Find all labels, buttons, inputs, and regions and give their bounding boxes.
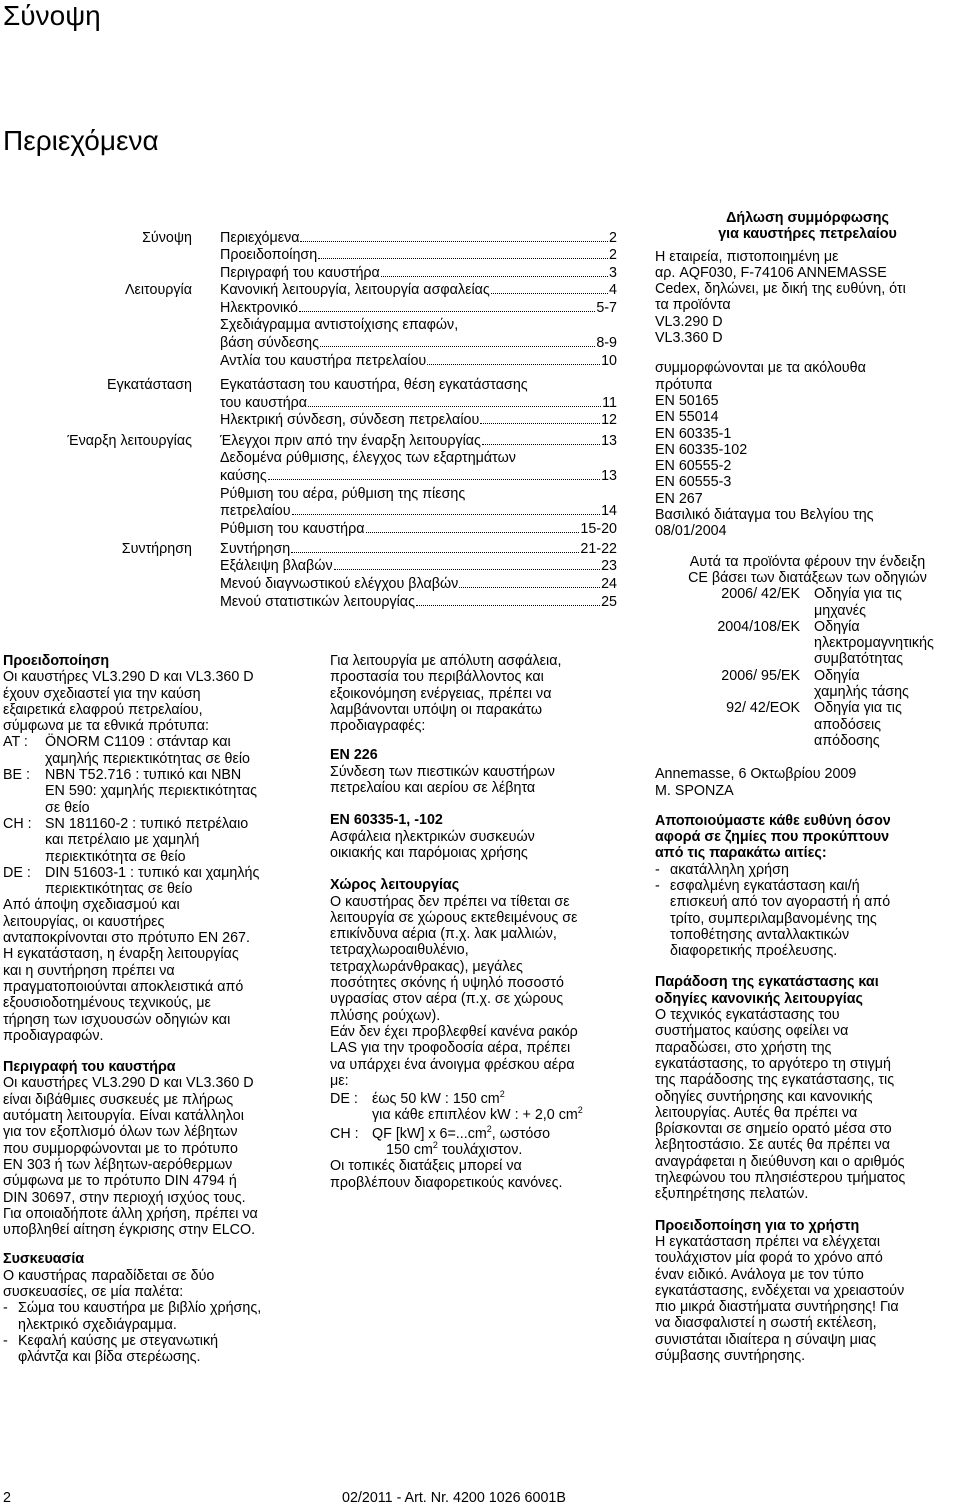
- toc-entry-text: Εξάλειψη βλαβών: [220, 558, 333, 574]
- list-text: [18, 1300, 308, 1333]
- toc-entry: [220, 335, 617, 351]
- toc-entry: [220, 521, 617, 537]
- text-line: λειτουργία σε χώρους εκτεθειμένους σε: [330, 909, 578, 926]
- de-requirement: [330, 1091, 630, 1124]
- text-line: αυτόματη λειτουργία. Είναι κατάλληλοι: [3, 1108, 244, 1125]
- text-line: DIN 51603-1 : τυπικό και χαμηλής: [45, 864, 260, 881]
- toc-leader: [268, 479, 600, 480]
- text-line: σύμφωνα με το πρότυπο DIN 4794 ή: [3, 1173, 237, 1190]
- toc-leader: [480, 423, 600, 424]
- text-line: μηχανές: [814, 602, 866, 619]
- text-line: παραδώσει, στο χρήστη της: [655, 1039, 832, 1056]
- norm-text: [45, 865, 308, 898]
- disclaimer-list: [655, 862, 960, 960]
- page-title: Σύνοψη: [3, 0, 101, 31]
- directive-row: [655, 700, 960, 749]
- toc-entry: [220, 412, 617, 428]
- declaration-heading: [655, 210, 960, 243]
- toc-entry-page: 8-9: [596, 335, 617, 351]
- text-line: DIN 30697, στην περιοχή ισχύος τους.: [3, 1189, 246, 1206]
- text-line: να διασφαλιστεί η σωστή εκτέλεση,: [655, 1315, 877, 1332]
- toc-entry-page: 24: [601, 576, 617, 592]
- text-line: NBN T52.716 : τυπικό και NBN: [45, 767, 242, 784]
- text-line: 08/01/2004: [655, 523, 727, 540]
- toc-entry-page: 13: [601, 433, 617, 449]
- text-line: της παράδοσης της εγκατάστασης, τις: [655, 1072, 895, 1089]
- text-line: επικίνδυνα αέρια (π.χ. λακ μαλλιών,: [330, 926, 557, 943]
- text-line: συμβατότητας: [814, 651, 903, 668]
- text-line: EN 590: χαμηλής περιεκτικότητας: [45, 783, 257, 800]
- text-line: Ο τεχνικός εγκατάστασης του: [655, 1007, 840, 1024]
- list-item: [655, 862, 960, 878]
- text-line: τουλάχιστον μία φορά το χρόνο από: [655, 1250, 883, 1267]
- text-line: Ασφάλεια ηλεκτρικών συσκευών: [330, 828, 535, 845]
- text-line: λεβητοστάσιο. Σε αυτές θα πρέπει να: [655, 1137, 891, 1154]
- text-line: συνιστάται ιδιαίτερα η σύναψη μιας: [655, 1331, 877, 1348]
- toc-section-label: Λειτουργία: [124, 282, 192, 298]
- toc-leader: [291, 552, 579, 553]
- ch-requirement: [330, 1123, 630, 1159]
- text-line: σε θείο: [45, 799, 90, 816]
- text-line: συσκευασίες, σε μία παλέτα:: [3, 1283, 184, 1300]
- list-text: [670, 878, 960, 959]
- text-line: από τις παρακάτω αιτίες:: [655, 845, 827, 862]
- toc-entry-text: Μενού στατιστικών λειτουργίας: [220, 594, 415, 610]
- toc-section-label: Εγκατάσταση: [107, 377, 192, 393]
- bullet-dash: -: [655, 877, 660, 894]
- text-line: Οδηγία: [814, 618, 860, 635]
- text-line: έναν ειδικό. Ανάλογα με τον τύπο: [655, 1266, 864, 1283]
- declaration-body: [655, 249, 960, 347]
- text-line: Ο καυστήρας παραδίδεται σε δύο: [3, 1267, 215, 1284]
- user-warning-body: [655, 1234, 960, 1364]
- text-line: Δήλωση συμμόρφωσης: [726, 210, 889, 226]
- norm-item: [3, 767, 308, 816]
- warning-heading: Προειδοποίηση: [3, 653, 110, 669]
- text-line: τα προϊόντα: [655, 297, 731, 314]
- ch-label: CH :: [330, 1125, 359, 1142]
- text-line: αναγράφεται η διεύθυνση και ο αριθμός: [655, 1153, 905, 1170]
- text-line: σύμφωνα με τα εθνικά πρότυπα:: [3, 718, 209, 735]
- text-line: αφορά σε ζημίες που προκύπτουν: [655, 829, 890, 846]
- toc-entry-page: 11: [602, 395, 617, 411]
- toc-leader: [334, 569, 601, 570]
- text-line: ανταποκρίνονται στο πρότυπο EN 267.: [3, 930, 250, 947]
- toc-entry: [220, 541, 617, 557]
- text-line: οδηγίες κανονικής λειτουργίας: [655, 990, 863, 1007]
- document-reference: 02/2011 - Art. Nr. 4200 1026 6001B: [342, 1490, 566, 1506]
- list-item: [3, 1333, 308, 1366]
- norm-text: [45, 734, 308, 767]
- description-heading: Περιγραφή του καυστήρα: [3, 1059, 176, 1076]
- directive-row: [655, 619, 960, 668]
- toc-entry-text: Αντλία του καυστήρα πετρελαίου: [220, 353, 427, 369]
- text-line: λαμβάνονται υπόψη οι παρακάτω: [330, 701, 543, 718]
- text-line: Η εταιρεία, πιστοποιημένη με: [655, 248, 839, 265]
- toc-leader: [427, 364, 600, 365]
- toc-entry: [220, 558, 617, 574]
- text-line: υγρασίας στον αέρα (π.χ. σε χώρους: [330, 991, 564, 1008]
- text-line: εξυπηρέτησης πελατών.: [655, 1186, 809, 1203]
- toc-entry-text: Προειδοποίηση: [220, 247, 318, 263]
- packaging-heading: Συσκευασία: [3, 1251, 85, 1268]
- toc-entry-page: 2: [609, 247, 617, 263]
- toc-entry-page: 3: [609, 265, 617, 281]
- requirements-outro: [330, 1158, 630, 1191]
- text-line: EN 55014: [655, 409, 719, 426]
- toc-entry-page: 13: [601, 468, 617, 484]
- text-line: VL3.360 D: [655, 330, 723, 347]
- toc-entry-text: Ηλεκτρονικό: [220, 300, 298, 316]
- text-line: EN 60335-102: [655, 441, 748, 458]
- en60335-heading: EN 60335-1, -102: [330, 812, 443, 829]
- text-line: που συμμορφώνονται με το πρότυπο: [3, 1140, 238, 1157]
- toc-leader: [299, 311, 595, 312]
- toc-leader: [318, 258, 608, 259]
- text-line: συστήματος καύσης οφείλει να: [655, 1023, 849, 1040]
- list-item: [655, 878, 960, 959]
- text-line: Εάν δεν έχει προβλεφθεί κανένα ρακόρ: [330, 1023, 578, 1040]
- toc-entry-page: 10: [601, 353, 617, 369]
- toc-entry: [220, 377, 617, 393]
- text-line: είναι διβάθμιες συσκευές με πλήρως: [3, 1091, 234, 1108]
- warning-intro: [3, 669, 308, 734]
- text-line: LAS για την τροφοδοσία αέρα, πρέπει: [330, 1040, 571, 1057]
- text-line: υποβληθεί αίτηση έγκρισης στην ELCO.: [3, 1222, 256, 1239]
- toc-leader: [308, 406, 601, 407]
- directive-desc: [814, 586, 960, 619]
- toc-entry: [220, 282, 617, 298]
- text-line: προδιαγραφές:: [330, 718, 426, 735]
- directive-row: [655, 668, 960, 701]
- text-line: Σώμα του καυστήρα με βιβλίο χρήσης,: [18, 1300, 262, 1317]
- text-line: πραγματοποιούνται αποκλειστικά από: [3, 978, 244, 995]
- text-line: Κεφαλή καύσης με στεγανωτική: [18, 1332, 219, 1349]
- directive-desc: [814, 700, 960, 749]
- toc-entry-text: Έλεγχοι πριν από την έναρξη λειτουργίας: [220, 433, 481, 449]
- toc-entry-page: 2: [609, 230, 617, 246]
- disclaimer-heading: [655, 813, 960, 862]
- en226-body: [330, 764, 630, 797]
- text-line: επισκευή από τον αγοραστή ή από: [670, 894, 891, 911]
- description-body: [3, 1075, 308, 1238]
- text-line: να υπάρχει ένα άνοιγμα φρέσκου αέρα: [330, 1056, 575, 1073]
- toc-entry-text: Ρύθμιση του καυστήρα: [220, 521, 365, 537]
- text-line: τήρηση των ισχυουσών οδηγιών και: [3, 1011, 231, 1028]
- text-line: λειτουργίας. Αυτές θα πρέπει να: [655, 1104, 858, 1121]
- norm-country: BE :: [3, 767, 31, 784]
- text-line: τετραχλωράνθρακας), μεγάλες: [330, 958, 523, 975]
- handover-body: [655, 1007, 960, 1203]
- text-line: προβλέπουν διαφορετικούς κανόνες.: [330, 1174, 563, 1191]
- text-line: ποσότητες σκόνης ή υψηλό ποσοστό: [330, 975, 564, 992]
- text-line: εξαιρετικά ελαφρού πετρελαίου,: [3, 701, 203, 718]
- toc-leader: [320, 346, 595, 347]
- text-line: EN 50165: [655, 392, 719, 409]
- list-text: [670, 862, 960, 878]
- right-column: [655, 210, 960, 1364]
- toc-entry-page: 14: [601, 503, 617, 519]
- text-line: Αυτά τα προϊόντα φέρουν την ένδειξη: [689, 553, 926, 570]
- text-line: τοποθέτησης ανταλλακτικών: [670, 926, 850, 943]
- handover-heading: [655, 974, 960, 1007]
- toc-entry: [220, 395, 617, 411]
- toc-entry: [220, 450, 617, 466]
- signer: M. SPONZA: [655, 782, 734, 799]
- text-line: πετρελαίου και αερίου σε λέβητα: [330, 780, 536, 797]
- toc-section-label: Έναρξη λειτουργίας: [67, 433, 192, 449]
- list-item: [3, 1300, 308, 1333]
- toc-entry-text: Περιεχόμενα: [220, 230, 300, 246]
- toc-entry-page: 25: [601, 594, 617, 610]
- text-line: τηλεφώνου του πλησιέστερου τμήματος: [655, 1170, 906, 1187]
- text-line: Από άποψη σχεδιασμού και: [3, 897, 180, 914]
- bullet-dash: -: [3, 1300, 8, 1317]
- norm-text: [45, 816, 308, 865]
- text-line: EN 267: [655, 490, 703, 507]
- toc-entry-text: Περιγραφή του καυστήρα: [220, 265, 380, 281]
- bullet-dash: -: [3, 1332, 8, 1349]
- text-line: ηλεκτρικό σχεδιάγραμμα.: [18, 1316, 177, 1333]
- directive-desc: [814, 619, 960, 668]
- text-line: έχουν σχεδιαστεί για την καύση: [3, 685, 201, 702]
- text-line: ακατάλληλη χρήση: [670, 861, 789, 878]
- text-line: περιεκτικότητα σε θείο: [45, 848, 186, 865]
- norm-country: CH :: [3, 815, 32, 832]
- text-line: Οδηγία για τις: [814, 700, 902, 717]
- norm-country: DE :: [3, 864, 31, 881]
- text-line: λειτουργίας, οι καυστήρες: [3, 913, 165, 930]
- norm-text: [45, 767, 308, 816]
- toc-leader: [459, 587, 600, 588]
- text-line: Οδηγία: [814, 667, 860, 684]
- toc-entry-text: Δεδομένα ρύθμισης, έλεγχος των εξαρτημάτων: [220, 450, 516, 466]
- toc-entry: [220, 353, 617, 369]
- toc-entry-text: του καυστήρα: [220, 395, 308, 411]
- ch-line-1: QF [kW] x $6=...cm^2$, ωστόσο: [372, 1123, 551, 1142]
- toc-entry-page: 4: [609, 282, 617, 298]
- text-line: Παράδοση της εγκατάστασης και: [655, 974, 879, 991]
- text-line: Βασιλικό διάταγμα του Βελγίου της: [655, 507, 874, 524]
- text-line: εσφαλμένη εγκατάσταση και/ή: [670, 877, 860, 894]
- de-label: DE :: [330, 1091, 358, 1108]
- text-line: Οι τοπικές διατάξεις μπορεί να: [330, 1158, 522, 1175]
- text-line: αποδόσεις: [814, 716, 882, 733]
- toc-section-label: Σύνοψη: [142, 230, 192, 246]
- text-line: σύμβασης συντήρησης.: [655, 1348, 806, 1364]
- text-line: πρότυπα: [655, 376, 713, 393]
- text-line: EN 303 ή των λέβητων-αερόθερμων: [3, 1156, 233, 1173]
- toc-section-label: Συντήρηση: [121, 541, 192, 557]
- text-line: προστασία του περιβάλλοντος και: [330, 669, 544, 686]
- middle-column: [330, 653, 630, 1191]
- text-line: Οδηγία για τις: [814, 586, 902, 603]
- de-line-2: για κάθε επιπλέον kW : + 2,0 $cm^2$: [372, 1105, 583, 1124]
- text-line: και η συντήρηση πρέπει να: [3, 962, 175, 979]
- text-line: με:: [330, 1072, 349, 1089]
- text-line: οικιακής και παρόμοιας χρήσης: [330, 844, 528, 861]
- toc-leader: [491, 293, 608, 294]
- text-line: CE βάσει των διατάξεων των οδηγιών: [688, 569, 927, 586]
- norm-item: [3, 734, 308, 767]
- text-line: ÖNORM C1109 : στάνταρ και: [45, 734, 231, 751]
- requirements-intro: [330, 653, 630, 734]
- text-line: EN 60555-2: [655, 458, 732, 475]
- toc-entry-page: 15-20: [580, 521, 617, 537]
- page-number: 2: [3, 1490, 11, 1506]
- text-line: περιεκτικότητας σε θείο: [45, 881, 193, 898]
- bullet-dash: -: [655, 861, 660, 878]
- ce-heading: [655, 554, 960, 587]
- text-line: αρ. AQF030, F-74106 ANNEMASSE: [655, 264, 887, 281]
- toc-entry-text: Κανονική λειτουργία, λειτουργία ασφαλείας: [220, 282, 490, 298]
- text-line: απόδοσης: [814, 732, 880, 749]
- toc-entry: [220, 300, 617, 316]
- toc-entry: [220, 503, 617, 519]
- text-line: εγκατάστασης, ενδέχεται να χρειαστούν: [655, 1282, 905, 1299]
- text-line: Για οποιαδήποτε άλλη χρήση, πρέπει να: [3, 1205, 258, 1222]
- toc-leader: [381, 276, 608, 277]
- text-line: Για λειτουργία με απόλυτη ασφάλεια,: [330, 653, 562, 669]
- text-line: για καυστήρες πετρελαίου: [718, 226, 897, 243]
- directive-desc: [814, 668, 960, 701]
- toc-entry-text: Ρύθμιση του αέρα, ρύθμιση της πίεσης: [220, 486, 466, 502]
- norms-list: [3, 734, 308, 897]
- toc-entry-text: πετρελαίου: [220, 503, 291, 519]
- toc-leader: [292, 514, 601, 515]
- text-line: τετραχλωροαιθυλένιο,: [330, 942, 469, 959]
- toc-entry: [220, 230, 617, 246]
- text-line: χαμηλής περιεκτικότητας σε θείο: [45, 750, 250, 767]
- user-warning-heading: Προειδοποίηση για το χρήστη: [655, 1217, 860, 1234]
- list-text: [18, 1333, 308, 1366]
- place-date: Annemasse, 6 Οκτωβρίου 2009: [655, 766, 857, 783]
- directive-row: [655, 586, 960, 619]
- text-line: εξουσιοδοτημένους τεχνικούς, με: [3, 995, 211, 1012]
- directive-number: 92/ 42/ΕΟΚ: [726, 700, 800, 717]
- toc-entry-text: Συντήρηση: [220, 541, 291, 557]
- text-line: βρίσκονται σε σημείο ορατό μέσα στο: [655, 1121, 892, 1138]
- text-line: Ο καυστήρας δεν πρέπει να τίθεται σε: [330, 893, 570, 910]
- text-line: Οι καυστήρες VL3.290 D και VL3.360 D: [3, 1075, 254, 1092]
- toc-entry: [220, 576, 617, 592]
- toc-entry-text: βάση σύνδεσης: [220, 335, 320, 351]
- toc-entry: [220, 317, 617, 333]
- toc-entry-text: Εγκατάσταση του καυστήρα, θέση εγκατάστασης: [220, 377, 528, 393]
- en60335-body: [330, 829, 630, 862]
- standards-list: [655, 360, 960, 539]
- ch-line-2: 150 $cm^2$ τουλάχιστον.: [386, 1140, 523, 1159]
- text-line: χαμηλής τάσης: [814, 684, 909, 701]
- warning-body: [3, 897, 308, 1044]
- toc-entry-page: 12: [601, 412, 617, 428]
- toc-entry-text: Ηλεκτρική σύνδεση, σύνδεση πετρελαίου: [220, 412, 480, 428]
- text-line: πλύσης ρούχων).: [330, 1007, 441, 1024]
- text-line: φλάντζα και βίδα στερέωσης.: [18, 1349, 201, 1366]
- toc-entry: [220, 468, 617, 484]
- toc-leader: [482, 444, 600, 445]
- text-line: πιο μικρά διαστήματα συντήρησης! Για: [655, 1299, 899, 1316]
- packaging-intro: [3, 1268, 308, 1301]
- toc-entry-text: καύσης: [220, 468, 267, 484]
- toc-entry-text: Σχεδιάγραμμα αντιστοίχισης επαφών,: [220, 317, 459, 333]
- text-line: για τον εξοπλισμό όλων των λέβητων: [3, 1124, 238, 1141]
- table-of-contents: [0, 0, 620, 620]
- toc-entry: [220, 433, 617, 449]
- toc-entry: [220, 265, 617, 281]
- toc-entry-page: 21-22: [580, 541, 617, 557]
- packaging-list: [3, 1300, 308, 1365]
- toc-entry: [220, 594, 617, 610]
- text-line: προδιαγραφών.: [3, 1027, 104, 1044]
- text-line: εξοικονόμηση ενέργειας, πρέπει να: [330, 685, 552, 702]
- en226-heading: EN 226: [330, 747, 378, 764]
- directives-table: [655, 586, 960, 749]
- toc-leader: [300, 241, 608, 242]
- directive-number: 2004/108/ΕΚ: [717, 618, 800, 635]
- text-line: οδηγίες συντήρησης και κανονικής: [655, 1088, 873, 1105]
- text-line: Cedex, δηλώνει, με δική της ευθύνη, ότι: [655, 281, 906, 298]
- toc-entry-text: Μενού διαγνωστικού ελέγχου βλαβών: [220, 576, 459, 592]
- norm-item: [3, 865, 308, 898]
- text-line: Οι καυστήρες VL3.290 D και VL3.360 D: [3, 669, 254, 686]
- room-body: [330, 894, 630, 1090]
- text-line: Αποποιούμαστε κάθε ευθύνη όσον: [655, 812, 891, 829]
- toc-entry-page: 5-7: [596, 300, 617, 316]
- norm-item: [3, 816, 308, 865]
- room-heading: Χώρος λειτουργίας: [330, 877, 460, 894]
- text-line: VL3.290 D: [655, 313, 723, 330]
- de-line-1: έως 50 kW : 150 $cm^2$: [372, 1089, 505, 1108]
- text-line: εγκατάστασης, το αργότερο τη στιγμή: [655, 1055, 891, 1072]
- toc-entry-page: 23: [601, 558, 617, 574]
- text-line: EN 60555-3: [655, 474, 732, 491]
- text-line: τρίτο, συμπεριλαμβανομένης της: [670, 910, 877, 927]
- text-line: SN 181160-2 : τυπικό πετρέλαιο: [45, 815, 249, 832]
- left-column: [3, 653, 308, 1365]
- directive-number: 2006/ 95/ΕΚ: [721, 667, 800, 684]
- toc-entry: [220, 486, 617, 502]
- toc-leader: [416, 605, 600, 606]
- text-line: Η εγκατάσταση πρέπει να ελέγχεται: [655, 1233, 881, 1250]
- text-line: συμμορφώνονται με τα ακόλουθα: [655, 360, 866, 377]
- contents-heading: Περιεχόμενα: [3, 125, 159, 156]
- text-line: και πετρέλαιο με χαμηλή: [45, 832, 200, 849]
- text-line: διαφορετικής προέλευσης.: [670, 943, 838, 960]
- toc-leader: [366, 532, 580, 533]
- text-line: EN 60335-1: [655, 425, 732, 442]
- text-line: Η εγκατάσταση, η έναρξη λειτουργίας: [3, 946, 239, 963]
- toc-entry: [220, 247, 617, 263]
- norm-country: AT :: [3, 734, 28, 751]
- text-line: ηλεκτρομαγνητικής: [814, 635, 934, 652]
- directive-number: 2006/ 42/ΕΚ: [721, 586, 800, 603]
- text-line: Σύνδεση των πιεστικών καυστήρων: [330, 763, 555, 780]
